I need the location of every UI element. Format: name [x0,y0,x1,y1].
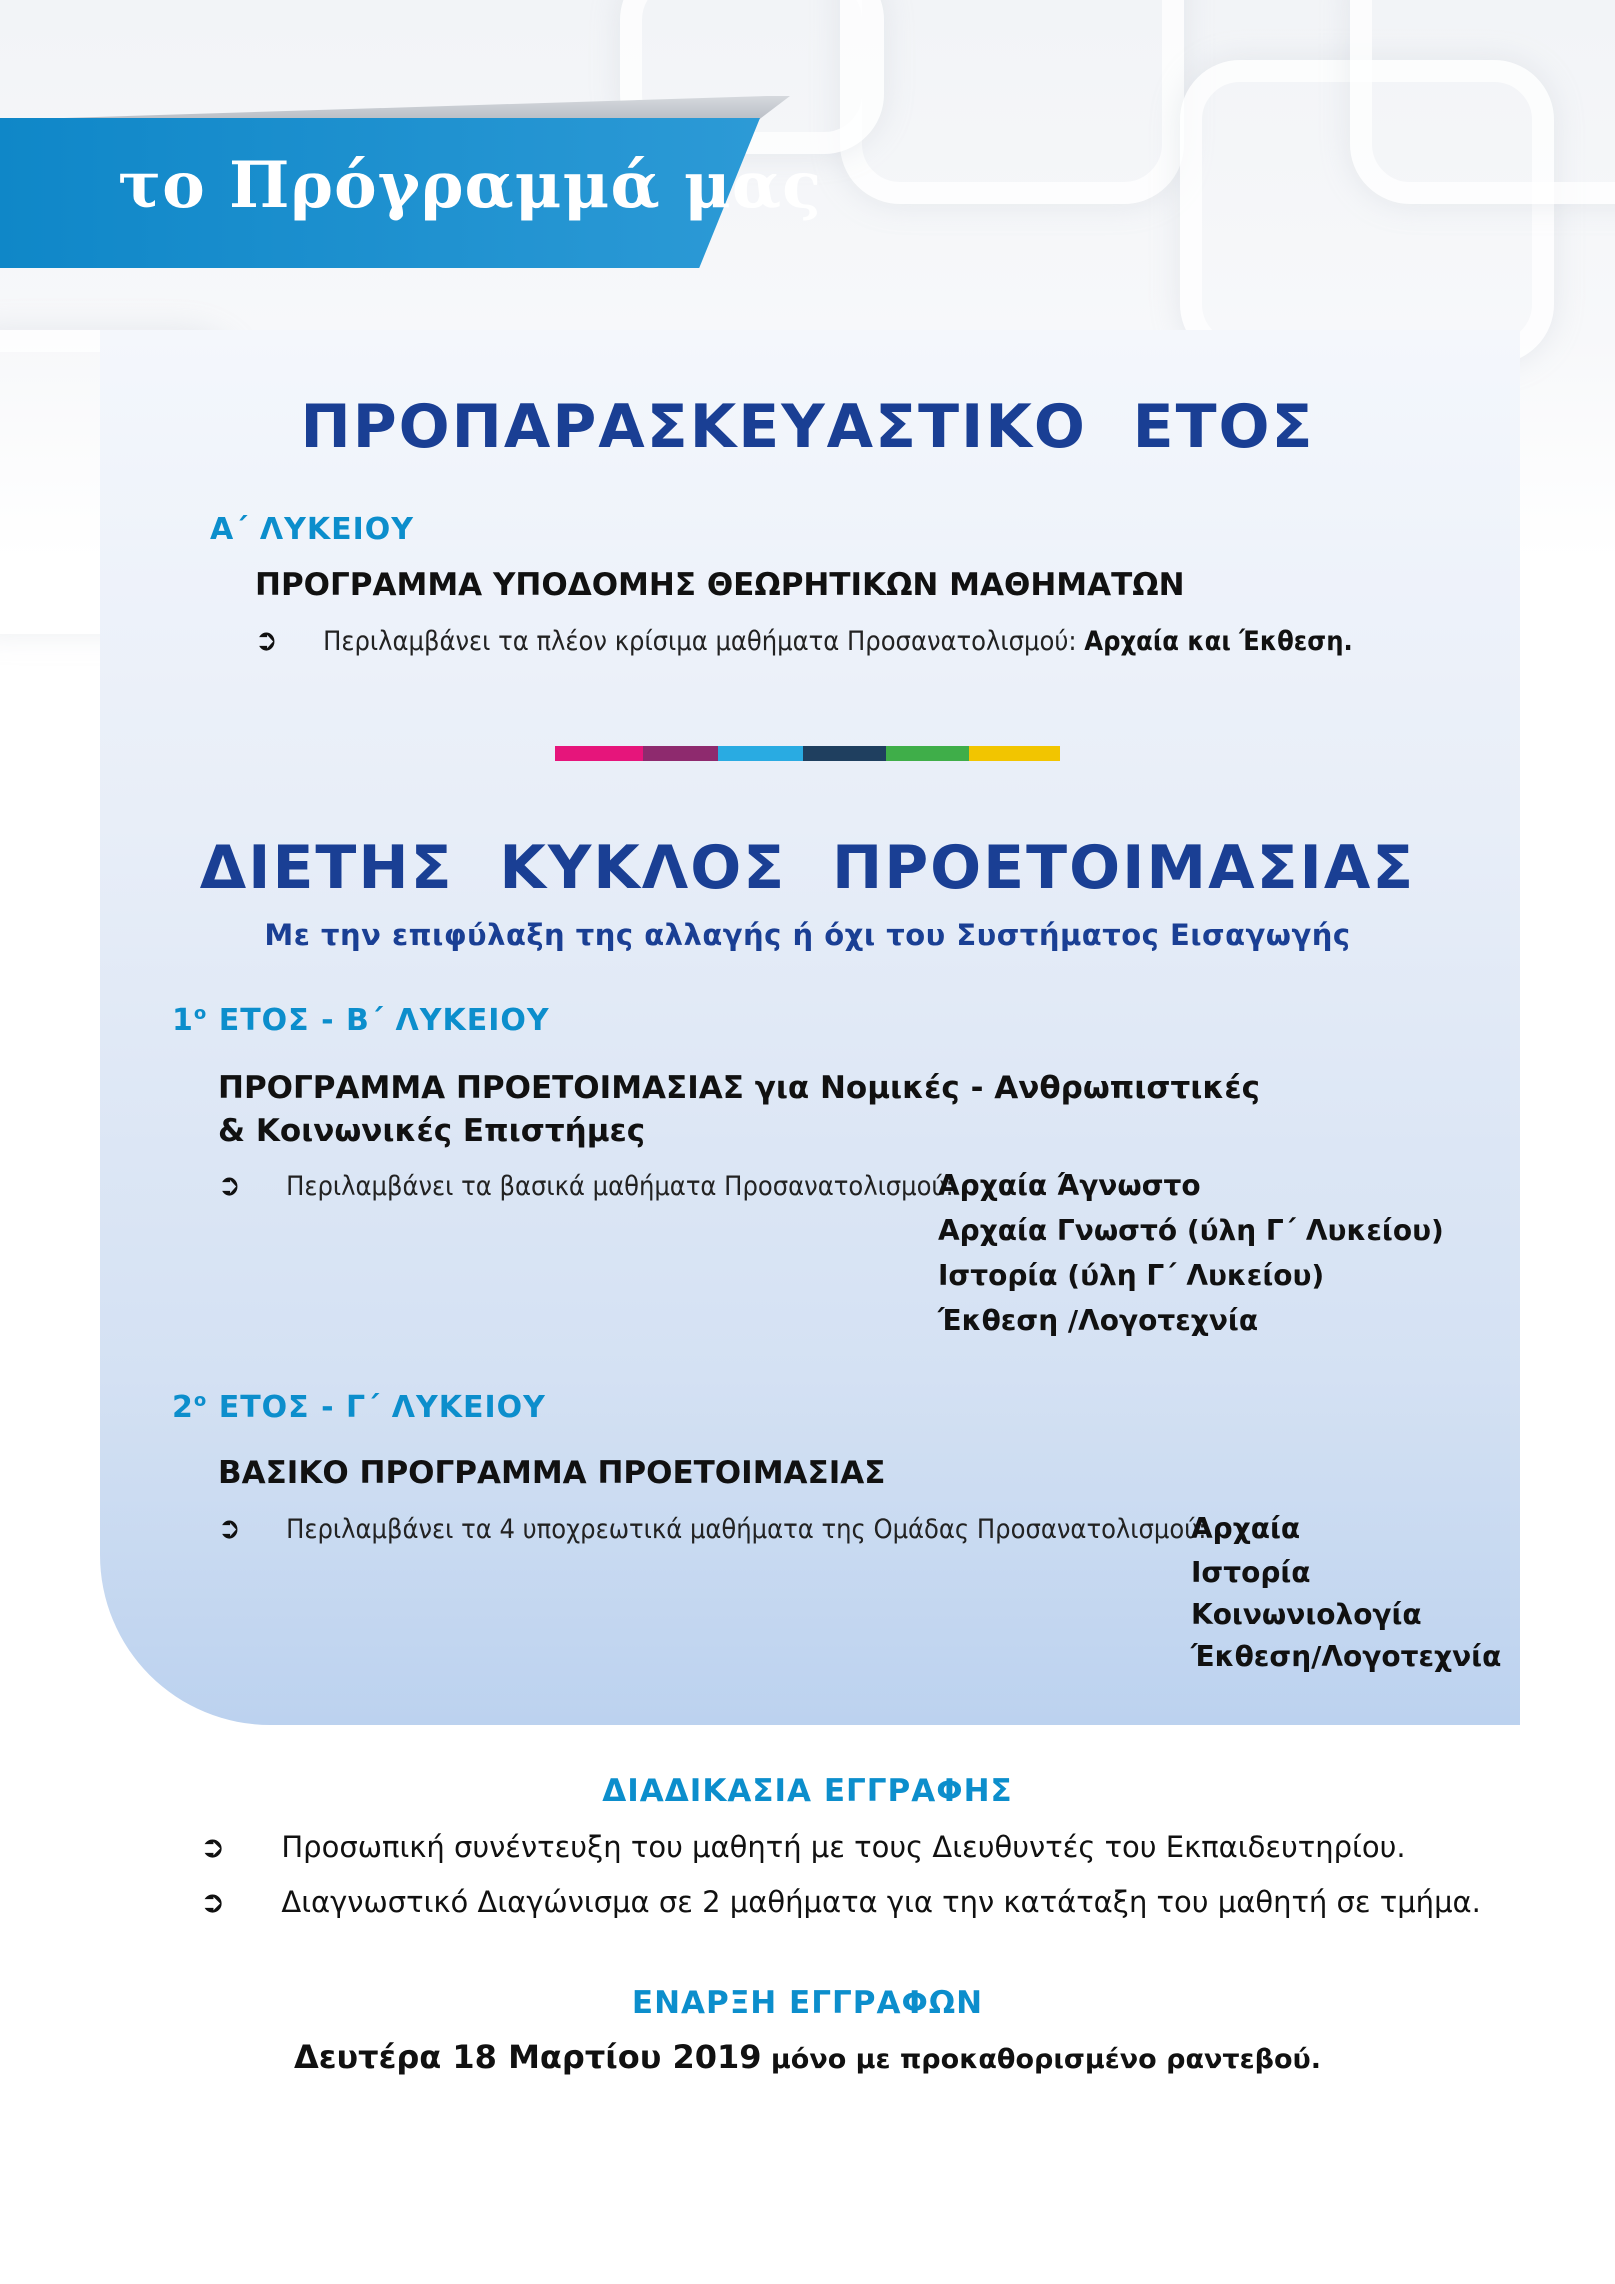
divider-segment [803,746,886,761]
year2-subject: Κοινωνιολογία [1191,1598,1422,1631]
start-date: Δευτέρα 18 Μαρτίου 2019 [293,2038,762,2076]
registration-item-text: Διαγνωστικό Διαγώνισμα σε 2 μαθήματα για την κατάταξη του μαθητή σε τμήμα. [281,1885,1481,1919]
page-title: το Πρόγραμμά μας [118,148,823,223]
year2-subject: Ιστορία [1191,1556,1311,1589]
prep-year-heading: ΠΡΟΠΑΡΑΣΚΕΥΑΣΤΙΚΟ ΕΤΟΣ [300,392,1315,462]
start-line [0,2038,1615,2076]
two-year-subtitle: Με την επιφύλαξη της αλλαγής ή όχι του Συστήματος Εισαγωγής [264,918,1351,952]
year1-bullet [218,1168,954,1203]
two-year-heading: ΔΙΕΤΗΣ ΚΥΚΛΟΣ ΠΡΟΕΤΟΙΜΑΣΙΑΣ [199,833,1416,903]
year1-number: 1 [172,1003,194,1038]
registration-item [200,1830,1406,1865]
year1-program-line1: ΠΡΟΓΡΑΜΜΑ ΠΡΟΕΤΟΙΜΑΣΙΑΣ για Νομικές - Ανθρωπιστικές [218,1070,1261,1106]
registration-item-text: Προσωπική συνέντευξη του μαθητή με τους Διευθυντές του Εκπαιδευτηρίου. [281,1830,1406,1864]
year2-grade: ΕΤΟΣ - Γ΄ ΛΥΚΕΙΟΥ [207,1390,546,1425]
bullet-text: Περιλαμβάνει τα πλέον κρίσιμα μαθήματα Προσανατολισμού: [323,626,1077,657]
decorative-shape [840,0,1184,204]
year1-grade: ΕΤΟΣ - Β΄ ΛΥΚΕΙΟΥ [207,1003,550,1038]
prep-year-grade: Α΄ ΛΥΚΕΙΟΥ [210,512,414,547]
year1-label [172,1003,550,1038]
arrow-icon: ➲ [200,1885,226,1920]
divider-segment [886,746,969,761]
bullet-subjects: Αρχαία και Έκθεση. [1084,626,1353,657]
prep-year-program: ΠΡΟΓΡΑΜΜΑ ΥΠΟΔΟΜΗΣ ΘΕΩΡΗΤΙΚΩΝ ΜΑΘΗΜΑΤΩΝ [255,567,1185,603]
year2-ordinal: ο [193,1390,208,1411]
registration-heading: ΔΙΑΔΙΚΑΣΙΑ ΕΓΓΡΑΦΗΣ [602,1773,1013,1809]
year2-label [172,1390,546,1425]
arrow-icon: ➲ [255,623,278,658]
year1-subject: Ιστορία (ύλη Γ΄ Λυκείου) [938,1259,1325,1292]
bullet-text: Περιλαμβάνει τα 4 υποχρεωτικά μαθήματα της Ομάδας Προσανατολισμού: [286,1514,1207,1545]
year2-program: ΒΑΣΙΚΟ ΠΡΟΓΡΑΜΜΑ ΠΡΟΕΤΟΙΜΑΣΙΑΣ [218,1455,886,1491]
year1-subject: Έκθεση /Λογοτεχνία [938,1304,1259,1337]
year2-subject: Έκθεση/Λογοτεχνία [1191,1640,1502,1673]
year2-number: 2 [172,1390,194,1425]
year1-ordinal: ο [193,1003,208,1024]
start-heading: ΕΝΑΡΞΗ ΕΓΓΡΑΦΩΝ [631,1985,984,2021]
year1-subject: Αρχαία Γνωστό (ύλη Γ΄ Λυκείου) [938,1214,1444,1247]
start-rest: μόνο με προκαθορισμένο ραντεβού. [761,2044,1322,2075]
prep-year-bullet [255,623,1353,658]
year2-subject: Αρχαία [1191,1512,1301,1545]
divider-segment [555,746,643,761]
divider-segment [718,746,803,761]
year1-subject: Αρχαία Άγνωστο [938,1169,1201,1202]
year2-bullet [218,1511,1206,1546]
divider-segment [643,746,718,761]
year1-program-line2: & Κοινωνικές Επιστήμες [218,1113,646,1149]
decorative-shape [1350,0,1615,204]
arrow-icon: ➲ [218,1511,241,1546]
arrow-icon: ➲ [200,1830,226,1865]
arrow-icon: ➲ [218,1168,241,1203]
divider-segment [969,746,1060,761]
bullet-text: Περιλαμβάνει τα βασικά μαθήματα Προσανατολισμού: [286,1171,954,1202]
registration-item [200,1885,1481,1920]
